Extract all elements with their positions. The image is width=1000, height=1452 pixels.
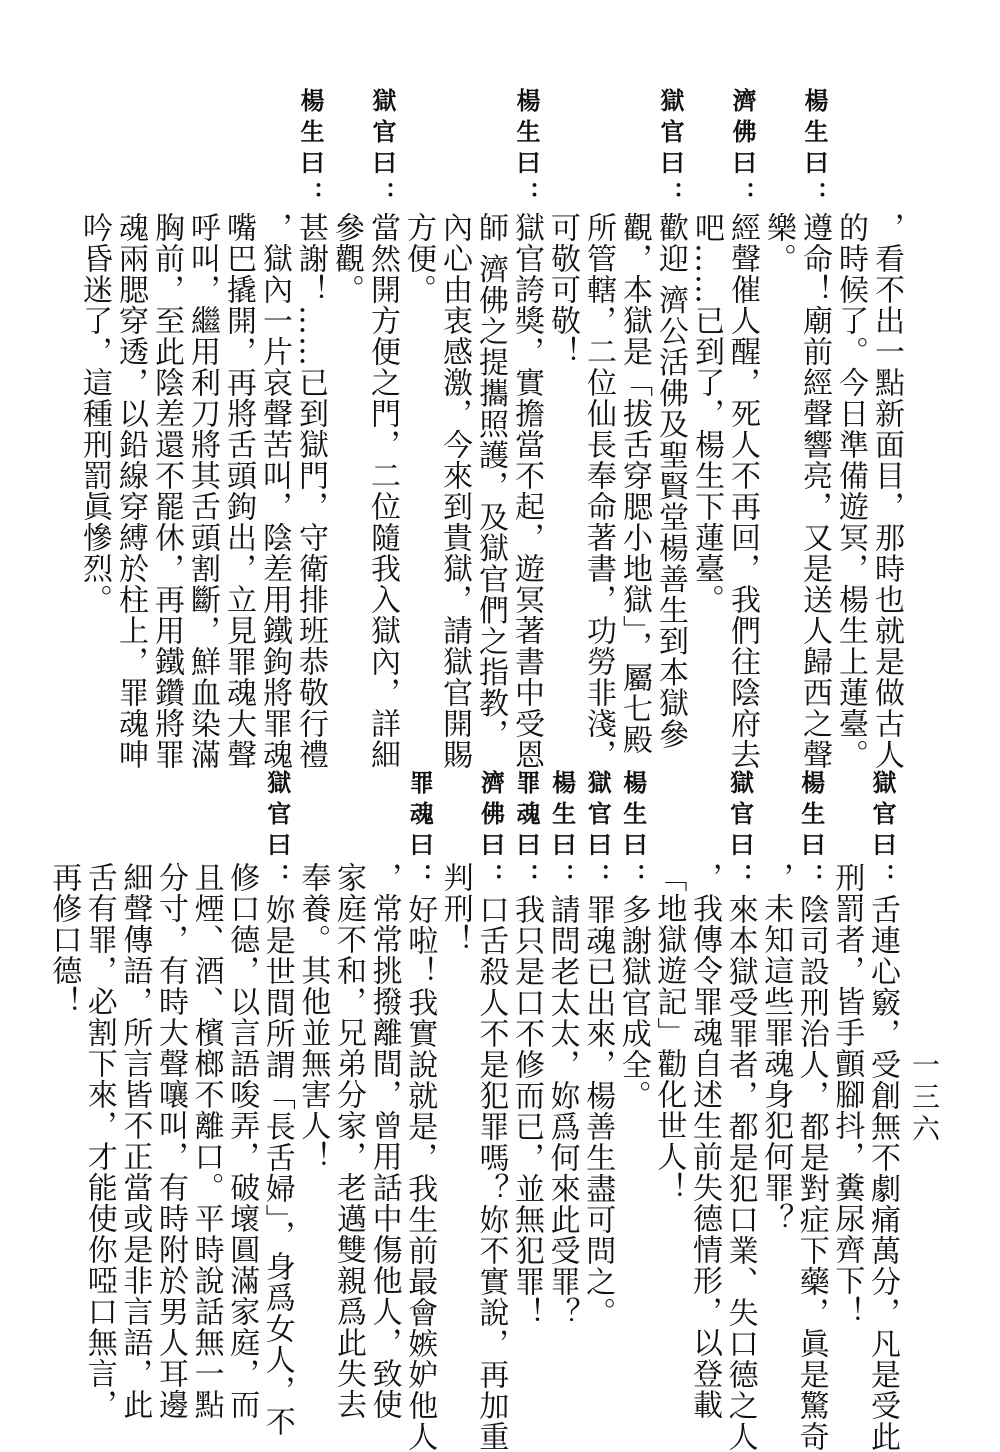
speaker-label: 獄官曰： [725, 770, 755, 894]
text-column [256, 212, 292, 770]
column-text: 我只是口不修而已，並無犯罪！ [509, 894, 544, 1328]
column-text: 好啦！我實說就是，我生前最會嫉妒他人 [402, 894, 438, 1452]
column-text: 內心由衷感激，今來到貴獄，請獄官開賜 [437, 212, 472, 770]
text-column [472, 770, 508, 1452]
text-column [292, 88, 328, 770]
column-text: 修口德，以言語唆弄，破壞圓滿家庭，而 [224, 862, 260, 1420]
text-column [688, 212, 724, 615]
speaker-label: 楊生曰： [618, 770, 648, 894]
column-text: 口舌殺人不是犯罪嗎？妳不實說，再加重 [473, 894, 509, 1452]
column-text: 來本獄受罪者，都是犯口業、失口德之人 [722, 894, 758, 1452]
text-column [472, 212, 508, 750]
column-text: 舌連心竅，受創無不劇痛萬分，凡是受此 [865, 894, 900, 1452]
column-text: 刑罰者，皆手顫腳抖，糞尿齊下！ [829, 862, 865, 1327]
text-column [832, 212, 868, 770]
text-column [76, 212, 112, 615]
text-column [148, 212, 184, 770]
column-text: 所管轄，二位仙長奉命著書，功勞非淺， [581, 212, 616, 770]
text-column [686, 862, 722, 1420]
column-text: 多謝獄官成全。 [615, 894, 651, 1111]
text-column [760, 212, 796, 274]
column-text: 胸前，至此陰差還不罷休，再用鐵鑽將罪 [149, 212, 184, 770]
text-column [652, 88, 688, 750]
column-text: 細聲傳語，所言皆不正當或是非言語，此 [117, 862, 153, 1420]
column-text: 陰司設刑治人，都是對症下藥，眞是驚奇 [793, 894, 829, 1452]
column-text: ，我傳令罪魂自述生前失德情形，以登載 [687, 862, 722, 1420]
text-column [436, 212, 472, 770]
column-text: 判刑！ [437, 862, 473, 955]
speaker-label: 獄官曰： [583, 770, 613, 894]
text-column [366, 862, 402, 1420]
column-text: 請問老太太，妳爲何來此受罪？ [544, 894, 580, 1328]
speaker-label: 楊生曰： [547, 770, 577, 894]
column-text: 家庭不和，兄弟分家，老邁雙親爲此失去 [331, 862, 366, 1420]
column-text: ，獄內一片哀聲苦叫，陰差用鐵鉤將罪魂 [257, 212, 292, 770]
text-column [508, 770, 544, 1328]
column-text: 魂兩腮穿透，以鉛線穿縛於柱上，罪魂呻 [113, 212, 148, 770]
text-column [45, 862, 81, 1017]
column-text: 吟昏迷了，這種刑罰眞慘烈。 [77, 212, 112, 615]
speaker-label: 楊生曰： [512, 88, 541, 212]
column-text: ，未知這些罪魂身犯何罪？ [758, 862, 794, 1234]
column-text: 甚謝！……已到獄門，守衛排班恭敬行禮 [293, 212, 328, 770]
text-column [796, 88, 832, 770]
text-column [116, 862, 152, 1420]
text-column [579, 770, 615, 1328]
text-column [152, 862, 188, 1420]
text-column [757, 862, 793, 1234]
text-column [544, 770, 580, 1328]
speaker-label: 楊生曰： [296, 88, 325, 212]
text-column [437, 862, 473, 955]
text-column [220, 212, 256, 770]
column-text: 師 濟佛之提攜照護，及獄官們之指教， [473, 212, 508, 750]
column-text: 觀，本獄是「拔舌穿腮小地獄」，屬七殿 [617, 212, 652, 755]
text-column [112, 212, 148, 770]
text-column [724, 88, 760, 770]
speaker-label: 濟佛曰： [476, 770, 506, 894]
text-column [616, 212, 652, 755]
speaker-label: 獄官曰： [656, 88, 685, 212]
column-text: 嘴巴撬開，再將舌頭鉤出，立見罪魂大聲 [221, 212, 256, 770]
speaker-label: 獄官曰： [368, 88, 397, 212]
column-text: 舌有罪，必割下來，才能使你啞口無言， [81, 862, 117, 1420]
column-text: 罪魂已出來，楊善生盡可問之。 [580, 894, 616, 1328]
text-column [401, 770, 437, 1452]
text-column [508, 88, 544, 770]
column-text: 經聲催人醒，死人不再回，我們往陰府去 [725, 212, 760, 770]
text-column [364, 88, 400, 770]
column-text: 方便。 [401, 212, 436, 305]
column-text: 分寸，有時大聲嚷叫，有時附於男人耳邊 [153, 862, 188, 1420]
column-text: 奉養。其他並無害人！ [295, 862, 331, 1172]
text-column [793, 770, 829, 1452]
speaker-label: 獄官曰： [262, 770, 292, 894]
text-column [330, 862, 366, 1420]
speaker-label: 罪魂曰： [512, 770, 541, 894]
text-column [580, 212, 616, 770]
column-text: 當然開方便之門，二位隨我入獄內，詳細 [365, 212, 400, 770]
text-column [615, 770, 651, 1111]
text-column [188, 862, 224, 1420]
column-text: 遵命！廟前經聲響亮，又是送人歸西之聲 [797, 212, 832, 770]
speaker-label: 獄官曰： [868, 770, 897, 894]
text-column [828, 862, 864, 1327]
column-text: 歡迎 濟公活佛及聖賢堂楊善生到本獄參 [653, 212, 688, 750]
column-text: 的時候了。今日準備遊冥，楊生上蓮臺。 [833, 212, 868, 770]
text-column [328, 212, 364, 305]
page-number: 一三六 [908, 1050, 941, 1146]
speaker-label: 楊生曰： [796, 770, 826, 894]
text-column [400, 212, 436, 305]
column-text: 吧……已到了，楊生下蓮臺。 [689, 212, 724, 615]
speaker-label: 罪魂曰： [405, 770, 435, 894]
text-column [223, 862, 259, 1420]
column-text: 參觀。 [329, 212, 364, 305]
speaker-label: 楊生曰： [800, 88, 829, 212]
text-column [722, 770, 758, 1452]
column-text: 可敬可敬！ [545, 212, 580, 367]
column-text: 妳是世間所謂「長舌婦」，身爲女人，不 [259, 894, 295, 1437]
text-column [81, 862, 117, 1420]
text-column [864, 770, 900, 1452]
column-text: 呼叫，繼用利刀將其舌頭割斷，鮮血染滿 [185, 212, 220, 770]
text-column [184, 212, 220, 770]
column-text: 樂。 [761, 212, 796, 274]
text-column [259, 770, 295, 1437]
column-text: 且煙、酒、檳榔不離口。平時說話無一點 [188, 862, 224, 1420]
text-column [294, 862, 330, 1172]
column-text: ，常常挑撥離間，曾用話中傷他人，致使 [366, 862, 402, 1420]
column-text: ，看不出一點新面目，那時也就是做古人 [869, 212, 904, 770]
column-text: 再修口德！ [46, 862, 82, 1017]
text-column [544, 212, 580, 367]
speaker-label: 濟佛曰： [728, 88, 757, 212]
column-text: 「地獄遊記」勸化世人！ [651, 862, 687, 1203]
column-text: 獄官誇獎，實擔當不起，遊冥著書中受恩 [509, 212, 544, 770]
text-column [868, 212, 904, 770]
text-column [650, 862, 686, 1203]
